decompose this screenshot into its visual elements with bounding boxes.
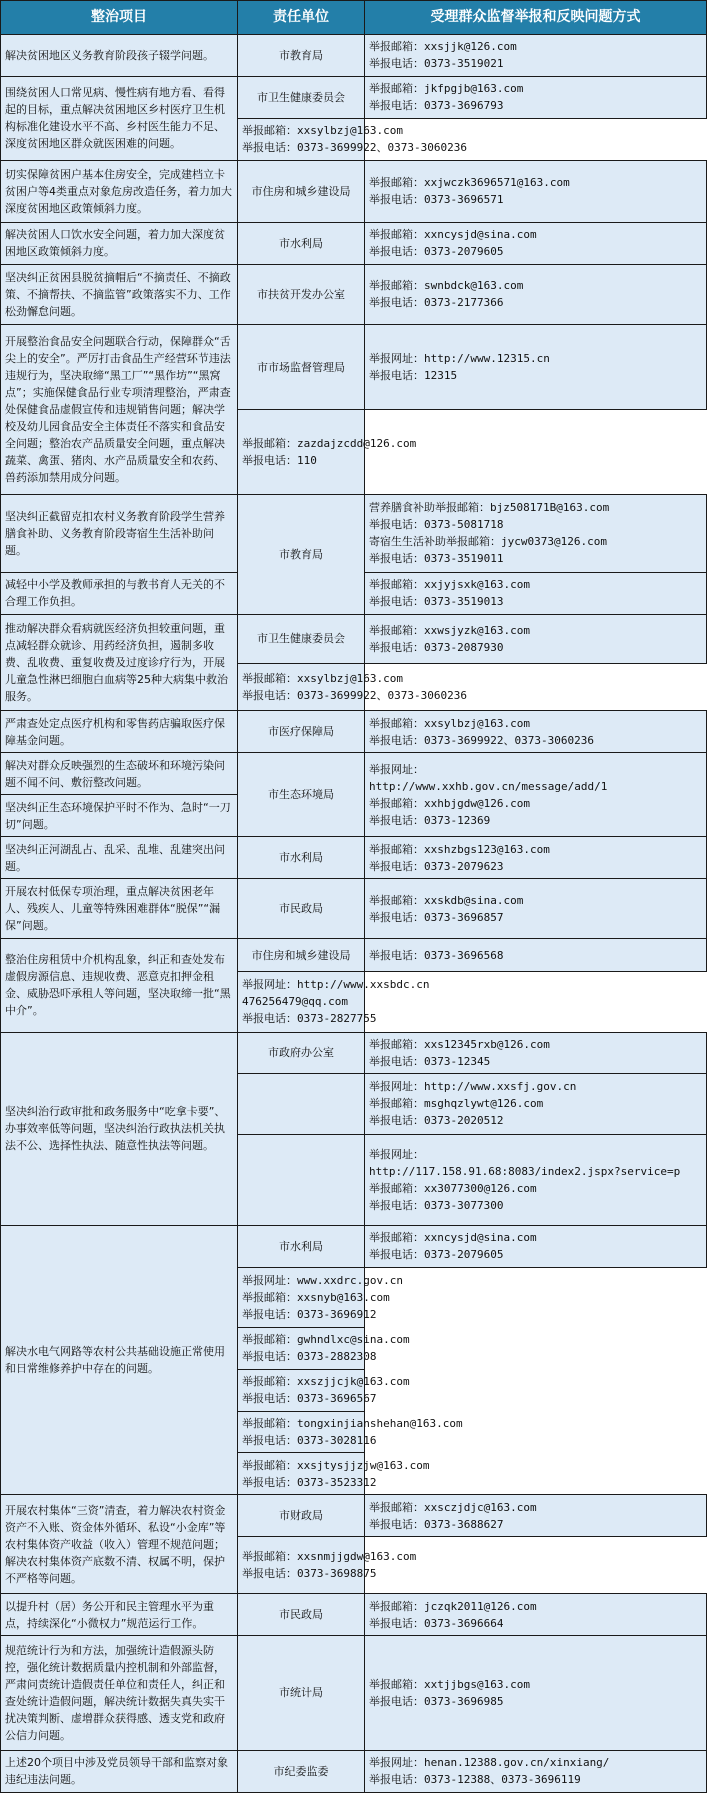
contact-line: 举报邮箱：tongxinjianshehan@163.com — [242, 1416, 463, 1430]
project-cell: 开展农村低保专项治理，重点解决贫困老年人、残疾人、儿童等特殊困难群体“脱保”“漏保”问题。 — [1, 878, 238, 938]
contact-line: 举报电话：0373-2882308 — [242, 1350, 377, 1364]
contact-line: 举报电话：0373-3696912 — [242, 1307, 377, 1321]
contact-line: 举报电话：0373-3028116 — [242, 1433, 377, 1447]
table-row — [1, 878, 707, 938]
contact-cell — [365, 160, 707, 222]
contact-line: 举报电话：0373-3519011 — [369, 552, 504, 566]
contact-line: 举报电话：0373-12345 — [369, 1054, 491, 1068]
project-cell — [238, 1134, 365, 1225]
contact-cell — [365, 35, 707, 77]
contact-cell — [365, 494, 707, 572]
project-cell: 坚决纠正截留克扣农村义务教育阶段学生营养膳食补助、义务教育阶段寄宿生生活补助问题。 — [1, 494, 238, 572]
contact-line: 举报邮箱：xxsczjdjc@163.com — [369, 1500, 537, 1514]
contact-line: 举报邮箱：xxhbjgdw@126.com — [369, 796, 530, 810]
contact-line: 举报邮箱：xxsylbzj@163.com — [242, 672, 403, 686]
contact-cell — [365, 1134, 707, 1225]
contact-line: 举报邮箱：xx3077300@126.com — [369, 1181, 537, 1195]
unit-cell: 市水利局 — [238, 837, 365, 879]
contact-line: 举报网址： — [369, 1147, 424, 1161]
contact-line: 举报邮箱：xxjyjsxk@163.com — [369, 578, 530, 592]
project-cell: 严肃查处定点医疗机构和零售药店骗取医疗保障基金问题。 — [1, 711, 238, 753]
unit-cell: 市水利局 — [238, 222, 365, 264]
contact-line: 举报电话：0373-3696985 — [369, 1694, 504, 1708]
contact-cell — [365, 222, 707, 264]
contact-cell — [365, 572, 707, 614]
contact-line: 举报电话：0373-3696571 — [369, 193, 504, 207]
unit-cell: 市民政局 — [238, 1594, 365, 1636]
contact-line: 举报邮箱：xxwsjyzk@163.com — [369, 623, 530, 637]
table-row — [1, 1635, 707, 1750]
contact-line: 举报电话：0373-2827755 — [242, 1012, 377, 1026]
contact-line: 举报邮箱：xxjwczk3696571@163.com — [369, 176, 570, 190]
contact-line: 举报邮箱：xxncysjd@sina.com — [369, 228, 537, 242]
unit-cell: 市水利局 — [238, 1225, 365, 1267]
contact-line: 举报电话：0373-3519013 — [369, 595, 504, 609]
contact-line: 举报邮箱：xxtjjbgs@163.com — [369, 1677, 530, 1691]
header-row — [1, 1, 707, 35]
contact-line: 举报邮箱：xxsnyb@163.com — [242, 1290, 390, 1304]
contact-cell — [238, 1537, 417, 1594]
contact-line: 举报电话：0373-3688627 — [369, 1517, 504, 1531]
contact-cell — [365, 878, 707, 938]
table-row — [1, 939, 707, 972]
contact-line: 举报邮箱：xxncysjd@sina.com — [369, 1231, 537, 1245]
unit-cell: 市民政局 — [238, 878, 365, 938]
contact-line: 举报电话：0373-2177366 — [369, 296, 504, 310]
project-cell: 规范统计行为和方法，加强统计造假源头防控，强化统计数据质量内控机制和外部监督，严肃问责统计造假责任单位和责任人，纠正和查处统计造假问题，解决统计数据失真失实干扰决策判断、虚增群众获得感、透支党和政府公信力问题。 — [1, 1635, 238, 1750]
table-row — [1, 614, 707, 663]
contact-line: 举报邮箱：msghqzlywt@126.com — [369, 1097, 544, 1111]
project-cell: 解决贫困人口饮水安全问题，着力加大深度贫困地区政策倾斜力度。 — [1, 222, 238, 264]
contact-line: 举报邮箱：jkfpgjb@163.com — [369, 82, 524, 96]
contact-line: http://www.xxhb.gov.cn/message/add/1 — [369, 779, 608, 793]
contact-cell — [365, 76, 707, 118]
table-row — [1, 711, 707, 753]
contact-line: 举报邮箱：xxs12345rxb@126.com — [369, 1037, 550, 1051]
unit-cell: 市卫生健康委员会 — [238, 76, 365, 118]
contact-line: 举报电话：0373-3077300 — [369, 1198, 504, 1212]
contact-cell — [365, 1635, 707, 1750]
contact-cell — [365, 264, 707, 324]
contact-line: 举报电话：0373-3523312 — [242, 1475, 377, 1489]
contact-line: 举报电话：0373-3699922、0373-3060236 — [242, 689, 467, 703]
contact-cell — [365, 753, 707, 837]
unit-cell: 市统计局 — [238, 1635, 365, 1750]
contact-line: 举报网址：http://www.xxsfj.gov.cn — [369, 1080, 577, 1094]
contact-cell — [238, 1453, 430, 1495]
contact-line: 举报邮箱：gwhndlxc@sina.com — [242, 1333, 410, 1347]
project-cell: 坚决纠正生态环境保护平时不作为、急时“一刀切”问题。 — [1, 795, 238, 837]
contact-line: 举报邮箱：xxszjjcjk@163.com — [242, 1375, 410, 1389]
contact-line: 举报电话：0373-2020512 — [369, 1114, 504, 1128]
project-cell: 解决水电气网路等农村公共基础设施正常使用和日常维修养护中存在的问题。 — [1, 1225, 238, 1495]
header-contact: 受理群众监督举报和反映问题方式 — [365, 1, 707, 35]
unit-cell: 市住房和城乡建设局 — [238, 939, 365, 972]
contact-cell — [365, 711, 707, 753]
project-cell: 以提升村（居）务公开和民主管理水平为重点，持续深化“小微权力”规范运行工作。 — [1, 1594, 238, 1636]
contact-cell — [238, 1267, 403, 1327]
contact-cell — [238, 1369, 410, 1411]
project-cell: 坚决纠治行政审批和政务服务中“吃拿卡要”、办事效率低等问题，坚决纠治行政执法机关执法不公、选择性执法、随意性执法等问题。 — [1, 1032, 238, 1225]
contact-cell — [365, 614, 707, 663]
project-cell: 减轻中小学及教师承担的与教书育人无关的不合理工作负担。 — [1, 572, 238, 614]
project-cell: 整治住房租赁中介机构乱象，纠正和查处发布虚假房源信息、违规收费、恶意克扣押金租金、威胁恐吓承租人等问题，坚决取缔一批“黑中介”。 — [1, 939, 238, 1032]
contact-cell — [365, 1074, 707, 1134]
contact-line: 举报邮箱：swnbdck@163.com — [369, 279, 524, 293]
project-cell: 开展农村集体“三资”清查，着力解决农村资金资产不入账、资金体外循环、私设“小金库”等农村集体资产收益（收入）管理不规范问题；解决农村集体资产底数不清、权属不明，保护不严格等问题。 — [1, 1495, 238, 1594]
contact-line: 举报电话：0373-3696567 — [242, 1392, 377, 1406]
contact-line: 举报网址：http://www.xxsbdc.cn — [242, 978, 430, 992]
contact-cell — [365, 1495, 707, 1537]
contact-line: 举报邮箱：xxsylbzj@163.com — [242, 124, 403, 138]
contact-line: http://117.158.91.68:8083/index2.jspx?service=p — [369, 1164, 681, 1178]
contact-cell — [238, 410, 417, 494]
contact-line: 举报电话：0373-2079605 — [369, 245, 504, 259]
contact-line: 举报邮箱：jczqk2011@126.com — [369, 1599, 537, 1613]
contact-line: 举报电话：0373-3699922、0373-3060236 — [242, 141, 467, 155]
contact-line: 寄宿生生活补助举报邮箱：jycw0373@126.com — [369, 535, 607, 549]
table-row — [1, 1225, 707, 1267]
contact-line: 举报电话：12315 — [369, 369, 458, 383]
contact-line: 举报邮箱：xxskdb@sina.com — [369, 893, 524, 907]
contact-cell — [365, 324, 707, 409]
unit-cell: 市纪委监委 — [238, 1750, 365, 1792]
table-row — [1, 324, 707, 409]
contact-line: 举报电话：0373-3696568 — [369, 948, 504, 962]
header-unit: 责任单位 — [238, 1, 365, 35]
table-row — [1, 1032, 707, 1074]
project-cell: 围绕贫困人口常见病、慢性病有地方看、看得起的目标，重点解决贫困地区乡村医疗卫生机构标准化建设水平不高、乡村医生能力不足、深度贫困地区群众就医困难的问题。 — [1, 76, 238, 160]
contact-line: 举报邮箱：zazdajzcdd@126.com — [242, 436, 417, 450]
unit-cell: 市教育局 — [238, 494, 365, 614]
contact-cell — [238, 118, 467, 160]
contact-cell — [238, 663, 467, 711]
contact-line: 举报电话：0373-5081718 — [369, 518, 504, 532]
contact-line: 举报电话：0373-2087930 — [369, 640, 504, 654]
contact-line: 476256479@qq.com — [242, 995, 348, 1009]
contact-line: 举报电话：0373-3698875 — [242, 1567, 377, 1581]
table-row — [1, 753, 707, 795]
unit-cell: 市住房和城乡建设局 — [238, 160, 365, 222]
table-row — [1, 264, 707, 324]
unit-cell: 市医疗保障局 — [238, 711, 365, 753]
contact-line: 举报电话：0373-3519021 — [369, 57, 504, 71]
contact-cell — [238, 972, 430, 1032]
contact-line: 举报邮箱：xxsjjk@126.com — [369, 40, 517, 54]
table-row — [1, 837, 707, 879]
contact-line: 举报电话：0373-12388、0373-3696119 — [369, 1773, 581, 1787]
project-cell: 开展整治食品安全问题联合行动，保障群众“舌尖上的安全”。严厉打击食品生产经营环节违法违规行为，坚决取缔“黑工厂”“黑作坊”“黑窝点”；实施保健食品行业专项清理整治，严肃查处保健食品虚假宣传和违规销售问题；解决学校及幼儿园食品安全主体责任不落实和食品安全问题；整治农产品质量安全问题，重点解决蔬菜、禽蛋、猪肉、水产品质量安全和农药、兽药添加禁用成分问题。 — [1, 324, 238, 494]
contact-cell — [365, 837, 707, 879]
unit-cell: 市市场监督管理局 — [238, 324, 365, 409]
contact-line: 举报电话：110 — [242, 453, 317, 467]
contact-line: 举报电话：0373-2079623 — [369, 859, 504, 873]
unit-cell: 市财政局 — [238, 1495, 365, 1537]
contact-line: 举报网址：henan.12388.gov.cn/xinxiang/ — [369, 1756, 610, 1770]
project-cell — [238, 1074, 365, 1134]
table-row — [1, 35, 707, 77]
contact-line: 举报邮箱：xxsylbzj@163.com — [369, 716, 530, 730]
table-row — [1, 222, 707, 264]
table-row — [1, 1594, 707, 1636]
contact-line: 举报电话：0373-3696857 — [369, 910, 504, 924]
contact-line: 举报电话：0373-2079605 — [369, 1248, 504, 1262]
header-project: 整治项目 — [1, 1, 238, 35]
contact-line: 举报电话：0373-12369 — [369, 813, 491, 827]
unit-cell: 市教育局 — [238, 35, 365, 77]
contact-cell — [365, 1594, 707, 1636]
table-row — [1, 1750, 707, 1792]
project-cell: 切实保障贫困户基本住房安全，完成建档立卡贫困户等4类重点对象危房改造任务，着力加大深度贫困地区政策倾斜力度。 — [1, 160, 238, 222]
contact-cell — [365, 939, 707, 972]
contact-line: 举报电话：0373-3696664 — [369, 1616, 504, 1630]
project-cell: 解决对群众反映强烈的生态破坏和环境污染问题不闻不问、敷衍整改问题。 — [1, 753, 238, 795]
unit-cell: 市政府办公室 — [238, 1032, 365, 1074]
contact-line: 举报网址： — [369, 762, 424, 776]
project-cell: 坚决纠正河湖乱占、乱采、乱堆、乱建突出问题。 — [1, 837, 238, 879]
contact-line: 举报电话：0373-3699922、0373-3060236 — [369, 733, 594, 747]
project-cell: 推动解决群众看病就医经济负担较重问题，重点减轻群众就诊、用药经济负担，遏制多收费、乱收费、重复收费及过度诊疗行为，开展儿童急性淋巴细胞白血病等25种大病集中救治服务。 — [1, 614, 238, 711]
contact-line: 举报网址：http://www.12315.cn — [369, 352, 550, 366]
table-row — [1, 494, 707, 572]
table-body — [1, 35, 707, 1793]
contact-cell — [238, 1411, 463, 1453]
contact-cell — [365, 1750, 707, 1792]
contact-line: 营养膳食补助举报邮箱：bjz508171B@163.com — [369, 501, 610, 515]
project-cell: 坚决纠正贫困县脱贫摘帽后“不摘责任、不摘政策、不摘帮扶、不摘监管”政策落实不力、工作松劲懈怠问题。 — [1, 264, 238, 324]
contact-cell — [365, 1225, 707, 1267]
unit-cell: 市卫生健康委员会 — [238, 614, 365, 663]
contact-line: 举报邮箱：xxsnmjjgdw@163.com — [242, 1550, 417, 1564]
contact-line: 举报网址：www.xxdrc.gov.cn — [242, 1273, 403, 1287]
table-row — [1, 160, 707, 222]
table-row — [1, 1495, 707, 1537]
project-cell: 解决贫困地区义务教育阶段孩子辍学问题。 — [1, 35, 238, 77]
contact-cell — [365, 1032, 707, 1074]
unit-cell: 市扶贫开发办公室 — [238, 264, 365, 324]
project-cell: 上述20个项目中涉及党员领导干部和监察对象违纪违法问题。 — [1, 1750, 238, 1792]
contact-line: 举报邮箱：xxsjtysjjzjw@163.com — [242, 1458, 430, 1472]
table-row — [1, 76, 707, 118]
contact-line: 举报邮箱：xxshzbgs123@163.com — [369, 842, 550, 856]
unit-cell: 市生态环境局 — [238, 753, 365, 837]
contact-cell — [238, 1327, 410, 1369]
contact-line: 举报电话：0373-3696793 — [369, 99, 504, 113]
